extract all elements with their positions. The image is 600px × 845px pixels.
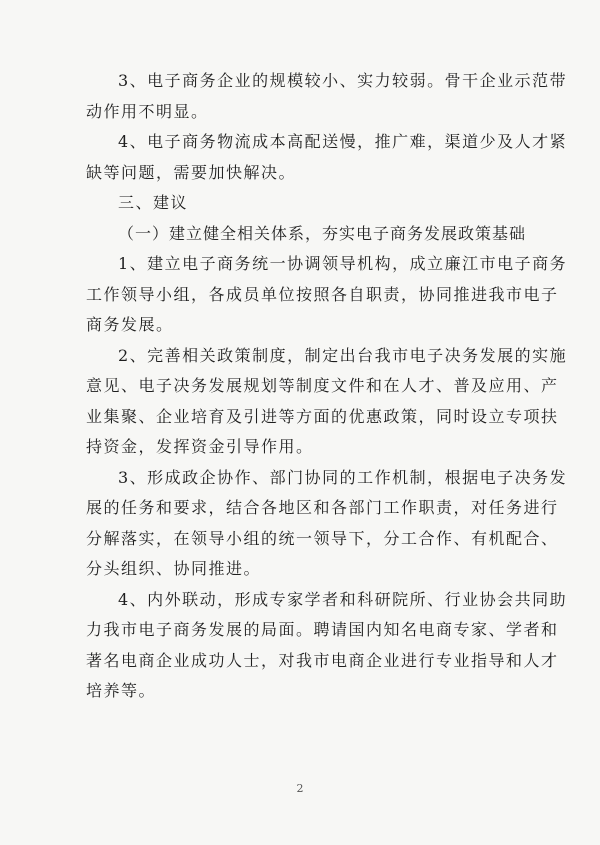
text-line: 业集聚、企业培育及引进等方面的优惠政策，同时设立专项扶 xyxy=(86,406,559,426)
text-line: 3、电子商务企业的规模较小、实力较弱。骨干企业示范带 xyxy=(118,71,568,90)
text-line: 4、内外联动，形成专家学者和科研院所、行业协会共同助 xyxy=(118,589,568,609)
item-4 xyxy=(86,585,568,707)
item-2 xyxy=(86,341,568,463)
text-line: 1、建立电子商务统一协调领导机构，成立廉江市电子商务 xyxy=(118,254,568,273)
text-line: 4、电子商务物流成本高配送慢，推广难，渠道少及人才紧 xyxy=(118,132,568,151)
paragraph-3 xyxy=(86,66,568,127)
text-line: 动作用不明显。 xyxy=(86,101,209,121)
text-line: 分解落实，在领导小组的统一领导下，分工合作、有机配合、 xyxy=(86,528,559,548)
subsection-heading: （一）建立健全相关体系，夯实电子商务发展政策基础 xyxy=(118,223,527,243)
text-line: 工作领导小组，各成员单位按照各自职责，协同推进我市电子 xyxy=(86,284,559,304)
document-body xyxy=(86,66,568,707)
page-number: 2 xyxy=(296,782,304,795)
text-line: 著名电商企业成功人士，对我市电商企业进行专业指导和人才 xyxy=(86,650,559,670)
text-line: 持资金，发挥资金引导作用。 xyxy=(86,437,314,456)
text-line: 缺等问题，需要加快解决。 xyxy=(86,162,297,182)
section-heading: 三、建议 xyxy=(118,193,189,212)
item-1 xyxy=(86,249,568,341)
text-line: 力我市电子商务发展的局面。聘请国内知名电商专家、学者和 xyxy=(86,620,559,639)
text-line: 展的任务和要求，结合各地区和各部门工作职责，对任务进行 xyxy=(86,498,559,517)
paragraph-4 xyxy=(86,127,568,188)
text-line: 商务发展。 xyxy=(86,315,174,334)
text-line: 3、形成政企协作、部门协同的工作机制，根据电子决务发 xyxy=(118,467,568,487)
text-line: 分头组织、协同推进。 xyxy=(86,559,262,578)
text-line: 培养等。 xyxy=(86,681,157,700)
item-3 xyxy=(86,463,568,585)
text-line: 意见、电子决务发展规划等制度文件和在人才、普及应用、产 xyxy=(86,376,559,395)
text-line: 2、完善相关政策制度，制定出台我市电子决务发展的实施 xyxy=(118,345,568,365)
